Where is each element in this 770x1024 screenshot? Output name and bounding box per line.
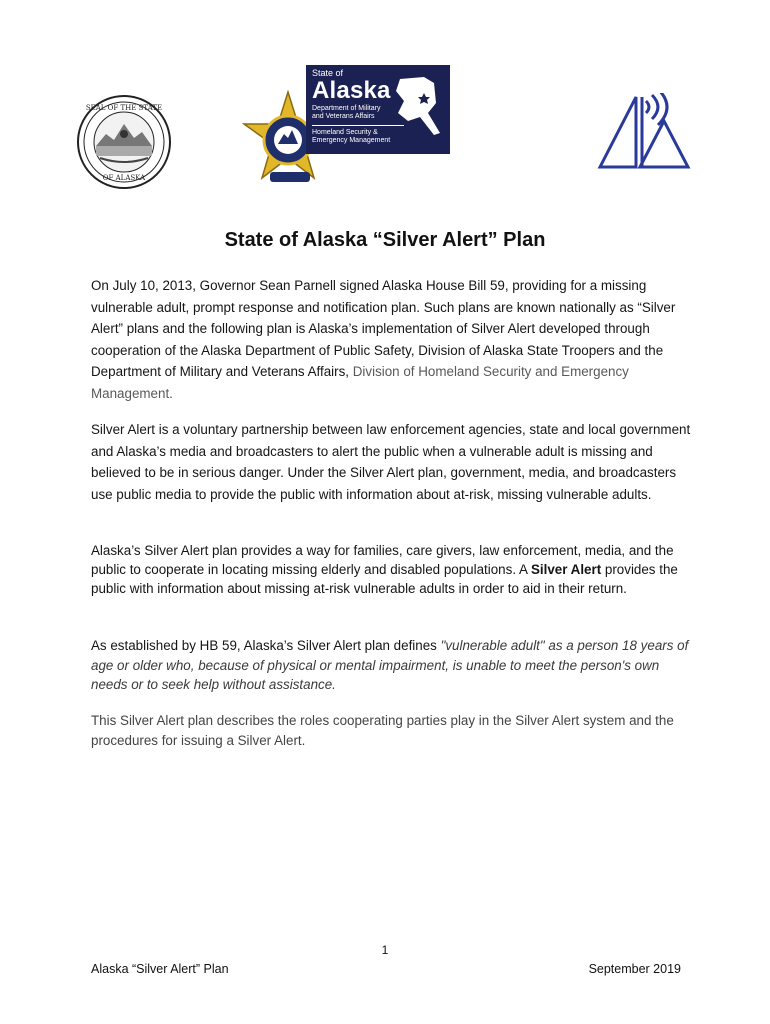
hsem-logo [306, 65, 450, 154]
logo-department [312, 105, 404, 126]
silver-alert-bold: Silver Alert [530, 562, 602, 577]
paragraph-roles: This Silver Alert plan describes the roles cooperating parties play in the Silver Alert system and the procedures for issuing a Silver Alert. [91, 713, 674, 748]
hsem-link[interactable]: Division of Homeland Security and Emergency Management. [91, 364, 629, 401]
paragraph-plan-purpose [91, 541, 691, 598]
definition-intro: As established by HB 59, Alaska’s Silver Alert plan defines [91, 638, 441, 653]
logo-hsem-line2: Emergency Management [312, 137, 391, 144]
footer-date: September 2019 [588, 962, 681, 976]
svg-text:SEAL OF THE STATE: SEAL OF THE STATE [85, 104, 163, 112]
paragraph-definition [91, 636, 691, 695]
purpose-text-before: Alaska’s Silver Alert plan provides a way for families, care givers, law enforcement, media, and the public to cooperate in locating missing elderly and disabled populations. A [91, 543, 674, 577]
logo-hsem-line1: Homeland Security & [312, 129, 378, 136]
logo-alaska: Alaska [312, 77, 391, 104]
logo-dept-line1: Department of Military [312, 105, 381, 112]
footer-title: Alaska “Silver Alert” Plan [91, 962, 229, 976]
document-title: State of Alaska “Silver Alert” Plan [224, 229, 546, 251]
paragraph-partnership: Silver Alert is a voluntary partnership between law enforcement agencies, state and local government and Alaska’s media and broadcasters to alert the public when a vulnerable adult is missing and believed to be in serious danger. Under the Silver Alert plan, government, media, and broadcasters use public media to provide the public with information about at-risk, missing vulnerable adults. [91, 422, 691, 502]
logo-state-of: State of [312, 68, 344, 78]
svg-text:OF ALASKA: OF ALASKA [102, 174, 146, 182]
broadcast-logo-icon [596, 93, 692, 171]
alaska-map-icon [394, 73, 444, 137]
page-number: 1 [381, 943, 389, 957]
definition-quote: "vulnerable adult" as a person 18 years of age or older who, because of physical or mental impairment, is unable to meet the person's own needs or to seek help without assistance. [91, 638, 689, 692]
paragraph-intro [91, 275, 691, 405]
logo-dept-line2: and Veterans Affairs [312, 113, 375, 120]
intro-text: On July 10, 2013, Governor Sean Parnell signed Alaska House Bill 59, providing for a missing vulnerable adult, prompt response and notification plan. Such plans are known nationally as “Silver Alert” plans and the following plan is Alaska’s implementation of Silver Alert developed through cooperation of the Alaska Department of Public Safety, Division of Alaska State Troopers and the Department of Military and Veterans Affairs, [91, 278, 676, 380]
purpose-text-after: provides the public with information about missing at-risk vulnerable adults in order to aid in their return. [91, 562, 678, 596]
state-seal-icon [76, 94, 172, 190]
